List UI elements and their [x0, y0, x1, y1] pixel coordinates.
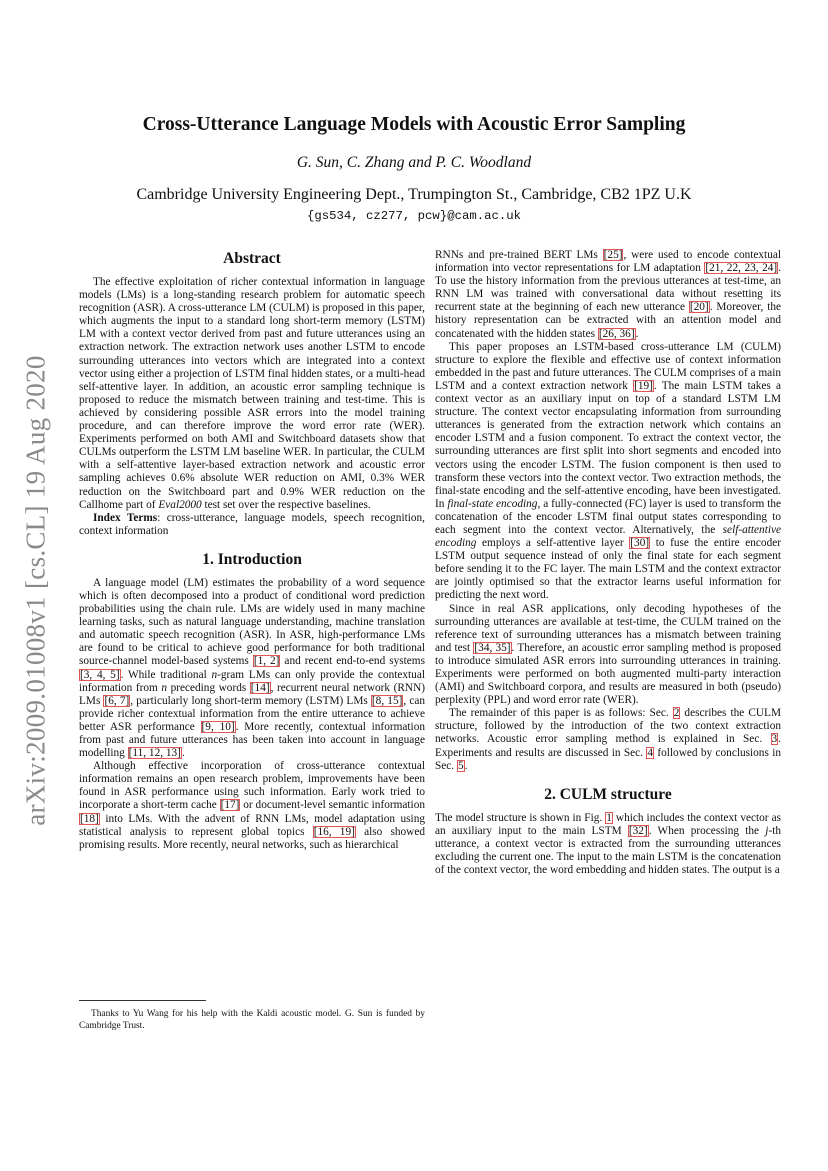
intro-paragraph-4	[435, 341, 781, 603]
abstract-text: The effective exploitation of richer contextual information in language models (LMs) is a long-standing research problem for automatic speech recognition (ASR). A cross-utterance LM (CULM) is proposed in this paper, which augments the input to a standard long short-term memory (LSTM) LM with a context vector derived from past and future utterances using an extraction network. The extraction network uses another LSTM to encode surrounding utterances into vectors which are integrated into a context vector using either a projection of LSTM final hidden states, or a multi-head self-attentive layer. In addition, an acoustic error sampling technique is proposed to reduce the mismatch between training and test-time. This is achieved by considering possible ASR errors into the model training procedure, and can therefore improve the word error rate (WER). Experiments performed on both AMI and Switchboard datasets show that CULMs outperform the LSTM LM baseline WER. In particular, the CULM with a self-attentive layer-based extraction network and acoustic error sampling achieves 0.6% absolute WER reduction on AMI, 0.3% WER reduction on the Switchboard part and 0.9% WER reduction on the Callhome part of Eval2000 test set over the respective baselines.	[79, 276, 425, 511]
citation-link[interactable]: [6, 7]	[104, 694, 130, 707]
body-text: Although effective incorporation of cross-utterance contextual information remains an open research problem, improvements have been found in ASR performance using such information. Early work tried to incorporate a short-term cache	[79, 760, 425, 812]
culm-paragraph-1	[435, 812, 781, 877]
intro-paragraph-6	[435, 707, 781, 772]
citation-link[interactable]: [20]	[689, 301, 709, 314]
body-text: . To use the history information from the previous utterances at test-time, an RNN LM was trained with conversational data without resetting its recurrent state at the beginning of each new utterance	[435, 262, 781, 314]
body-text: and recent end-to-end systems	[280, 655, 425, 668]
body-text: also showed promising results. More recently, neural networks, such as hierarchical	[79, 825, 425, 851]
paper-affiliation: Cambridge University Engineering Dept., Trumpington St., Cambridge, CB2 1PZ U.K	[136, 186, 692, 203]
body-text: Since in real ASR applications, only decoding hypotheses of the surrounding utterances are available at test-time, the CULM trained on the reference text of surrounding utterances has a mismatch between training and test	[435, 602, 781, 654]
emphasis-text: j	[765, 824, 769, 837]
citation-link[interactable]: [3, 4, 5]	[80, 668, 120, 681]
paper-authors: G. Sun, C. Zhang and P. C. Woodland	[296, 154, 532, 171]
body-text: into LMs. With the advent of RNN LMs, model adaptation using statistical analysis to represent global topics	[79, 812, 425, 838]
intro-heading: 1. Introduction	[202, 550, 302, 568]
index-terms-list: : cross-utterance, language models, speech recognition, context information	[79, 511, 425, 537]
intro-paragraph-3	[435, 249, 781, 341]
footnote-rule	[79, 1000, 206, 1001]
body-text: followed by conclusions in Sec.	[435, 746, 781, 772]
culm-heading: 2. CULM structure	[544, 785, 672, 803]
eval-set-name: Eval2000	[158, 498, 202, 511]
arxiv-identifier[interactable]: arXiv:2009.01008v1 [cs.CL] 19 Aug 2020	[20, 354, 51, 826]
body-text: , particularly long short-term memory (LSTM) LMs	[130, 694, 371, 707]
body-text: .	[635, 327, 639, 340]
citation-link[interactable]: [26, 36]	[598, 327, 635, 340]
body-text: .	[181, 747, 185, 760]
body-text: preceding words	[167, 681, 250, 694]
body-text: , can provide richer contextual information from the entire utterance to achieve better ASR performance	[79, 694, 425, 733]
abstract-heading: Abstract	[223, 250, 281, 267]
body-text: , a fully-connected (FC) layer is used to transform the concatenation of the encoder LSTM final output states corresponding to each segment into the context vector. Alternatively, the	[435, 497, 782, 536]
intro-paragraph-2	[79, 760, 425, 852]
body-text: -th utterance, a context vector is extracted from the surrounding utterances excluding the current one. The input to the main LSTM is the concatenation of the context vector, the word embedding and hidden states. The output is a	[435, 824, 781, 877]
body-text: RNNs and pre-trained BERT LMs	[435, 249, 603, 261]
citation-link[interactable]: [11, 12, 13]	[128, 747, 181, 760]
citation-link[interactable]: 5	[457, 759, 464, 772]
arxiv-stamp	[14, 354, 58, 826]
citation-link[interactable]: [9, 10]	[201, 720, 235, 733]
citation-link[interactable]: [21, 22, 23, 24]	[705, 262, 778, 275]
body-text: . Therefore, an acoustic error sampling method is proposed to introduce simulated ASR errors into surrounding utterances in training. Experiments were performed on both augmented multi-party interaction (AMI) and Switchboard corpora, and results are measured in both (pseudo) perplexity (PPL) and word error rate (WER).	[435, 641, 781, 707]
right-column	[435, 249, 781, 877]
intro-paragraph-1	[79, 577, 425, 760]
body-text: . When processing the	[648, 824, 766, 837]
emphasis-text: self-attentive encoding	[435, 523, 781, 550]
body-text: , were used to encode contextual information into vector representations for LM adaptation	[435, 249, 781, 275]
paper-email: {gs534, cz277, pcw}@cam.ac.uk	[306, 209, 521, 223]
body-text: The remainder of this paper is as follows: Sec.	[449, 707, 673, 720]
citation-link[interactable]: [25]	[603, 249, 623, 261]
body-text: The model structure is shown in Fig.	[435, 811, 606, 824]
citation-link[interactable]: [30]	[630, 537, 650, 550]
body-text: . While traditional	[120, 668, 212, 681]
citation-link[interactable]: 2	[673, 707, 680, 720]
left-column	[79, 249, 425, 852]
body-text: A language model (LM) estimates the probability of a word sequence which is often decomposed into a product of conditional word prediction probabilities using the chain rule. LMs are widely used in many machine learning tasks, such as natural language understanding, machine translation and automatic speech recognition (ASR). In ASR, high-performance LMs are found to be critical to achieve good performance for both traditional source-channel model-based systems	[79, 576, 425, 668]
index-terms-label: Index Terms	[93, 511, 158, 524]
intro-paragraph-5	[435, 603, 781, 708]
body-text: describes the CULM structure, followed by the introduction of the two context extraction networks. Acoustic error sampling method is explained in Sec.	[435, 707, 781, 746]
body-text: which includes the context vector as an auxiliary input to the main LSTM	[435, 811, 781, 837]
citation-link[interactable]: [16, 19]	[313, 825, 355, 838]
emphasis-text: n	[211, 668, 218, 681]
emphasis-text: n	[161, 681, 168, 694]
index-terms	[79, 512, 425, 538]
citation-link[interactable]: [19]	[634, 379, 653, 392]
citation-link[interactable]: [1, 2]	[253, 655, 280, 668]
body-text: . The main LSTM takes a context vector as an auxiliary input on top of a standard LSTM LM structure. The context vector encapsulating information from surrounding utterances is generated from the extraction network which contains an encoder LSTM and a fusion component. To extract the context vector, the surrounding utterances are first split into short segments and encoded into vectors using the encoder LSTM. The fusion component is then used to transform these vectors into the context vector. Two extraction methods, the final-state encoding and the self-attentive encoding, have been investigated. In	[435, 379, 781, 510]
citation-link[interactable]: [14]	[250, 681, 270, 694]
body-text: .	[464, 759, 468, 772]
body-text: . Moreover, the history representation can be extracted with an attention model and concatenated with the hidden states	[435, 301, 781, 340]
body-text: or document-level semantic information	[240, 799, 425, 812]
citation-link[interactable]: 1	[606, 811, 612, 824]
citation-link[interactable]: 4	[647, 746, 654, 759]
body-text: . More recently, contextual information from past and future utterances has been taken into account in language modelling	[79, 720, 425, 760]
emphasis-text: final-state encoding	[447, 497, 538, 510]
citation-link[interactable]: [18]	[80, 812, 99, 825]
body-text: -gram LMs can only provide the contextual information from	[79, 668, 425, 694]
citation-link[interactable]: 3	[771, 733, 778, 746]
footnote: Thanks to Yu Wang for his help with the Kaldi acoustic model. G. Sun is funded by Cambridge Trust.	[79, 1009, 425, 1031]
paper-title: Cross-Utterance Language Models with Acoustic Error Sampling	[142, 114, 686, 135]
citation-link[interactable]: [17]	[220, 799, 240, 812]
body-text: . Experiments and results are discussed in Sec.	[435, 733, 781, 759]
citation-link[interactable]: [34, 35]	[474, 641, 511, 654]
body-text: to fuse the entire encoder LSTM output sequence instead of only the final state for each segment before sending it to the FC layer. The main LSTM and the context extractor are jointly optimised so that the extractor learns useful information for predicting the next word.	[435, 537, 781, 602]
body-text: , recurrent neural network (RNN) LMs	[79, 681, 425, 707]
citation-link[interactable]: [8, 15]	[371, 694, 403, 707]
citation-link[interactable]: [32]	[628, 824, 648, 837]
body-text: employs a self-attentive layer	[476, 537, 630, 550]
body-text: This paper proposes an LSTM-based cross-utterance LM (CULM) structure to explore the flexible and effective use of context information embedded in the past and future utterances. The CULM comprises of a main LSTM and a context extraction network	[435, 340, 781, 392]
